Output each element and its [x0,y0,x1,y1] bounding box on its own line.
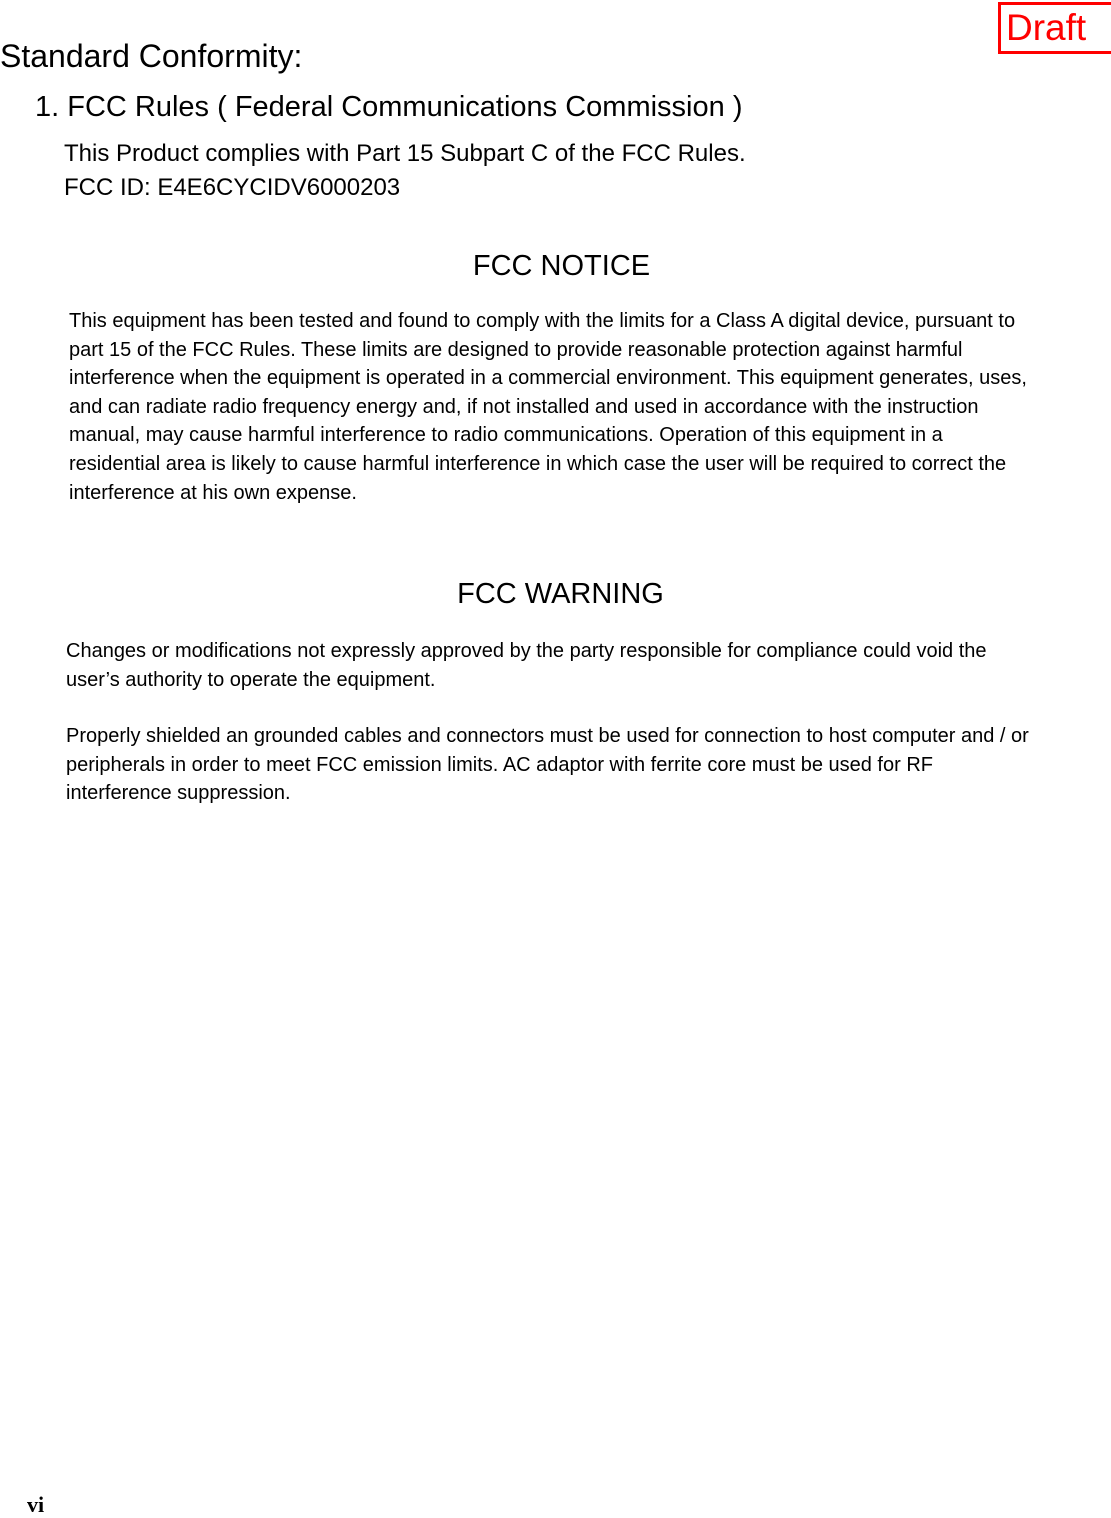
text-line: residential area is likely to cause harmful interference in which case the user will be required to correct the [69,452,1007,475]
text-line: manual, may cause harmful interference to radio communications. Operation of this equipment in a [69,424,943,447]
text-line: Properly shielded an grounded cables and connectors must be used for connection to host computer and / or [66,725,1029,747]
page-number: vi [27,1492,45,1517]
fcc-notice-heading: FCC NOTICE [472,250,651,282]
text-line: and can radiate radio frequency energy and, if not installed and used in accordance with the instruction [69,395,979,418]
fcc-warning-paragraph-1 [66,637,987,694]
compliance-statement: This Product complies with Part 15 Subpart C of the FCC Rules. [64,140,746,167]
text-line: interference suppression. [66,782,291,805]
fcc-id: FCC ID: E4E6CYCIDV6000203 [64,174,401,201]
page-title: Standard Conformity: [0,38,303,74]
fcc-warning-paragraph-2 [66,722,1029,808]
text-line: user’s authority to operate the equipment. [66,668,436,691]
text-line: peripherals in order to meet FCC emission limits. AC adaptor with ferrite core must be used for RF [66,753,933,776]
text-line: This equipment has been tested and found to comply with the limits for a Class A digital device, pursuant to [69,310,1016,332]
fcc-warning-heading: FCC WARNING [457,578,664,610]
draft-watermark: Draft [998,2,1111,54]
text-line: interference at his own expense. [69,481,357,504]
text-line: Changes or modifications not expressly approved by the party responsible for compliance could void the [66,640,987,662]
text-line: part 15 of the FCC Rules. These limits are designed to provide reasonable protection against harmful [69,338,963,361]
fcc-notice-paragraph [69,307,1027,507]
text-line: interference when the equipment is operated in a commercial environment. This equipment generates, uses, [69,367,1027,390]
section-heading: 1. FCC Rules ( Federal Communications Commission ) [35,91,743,123]
